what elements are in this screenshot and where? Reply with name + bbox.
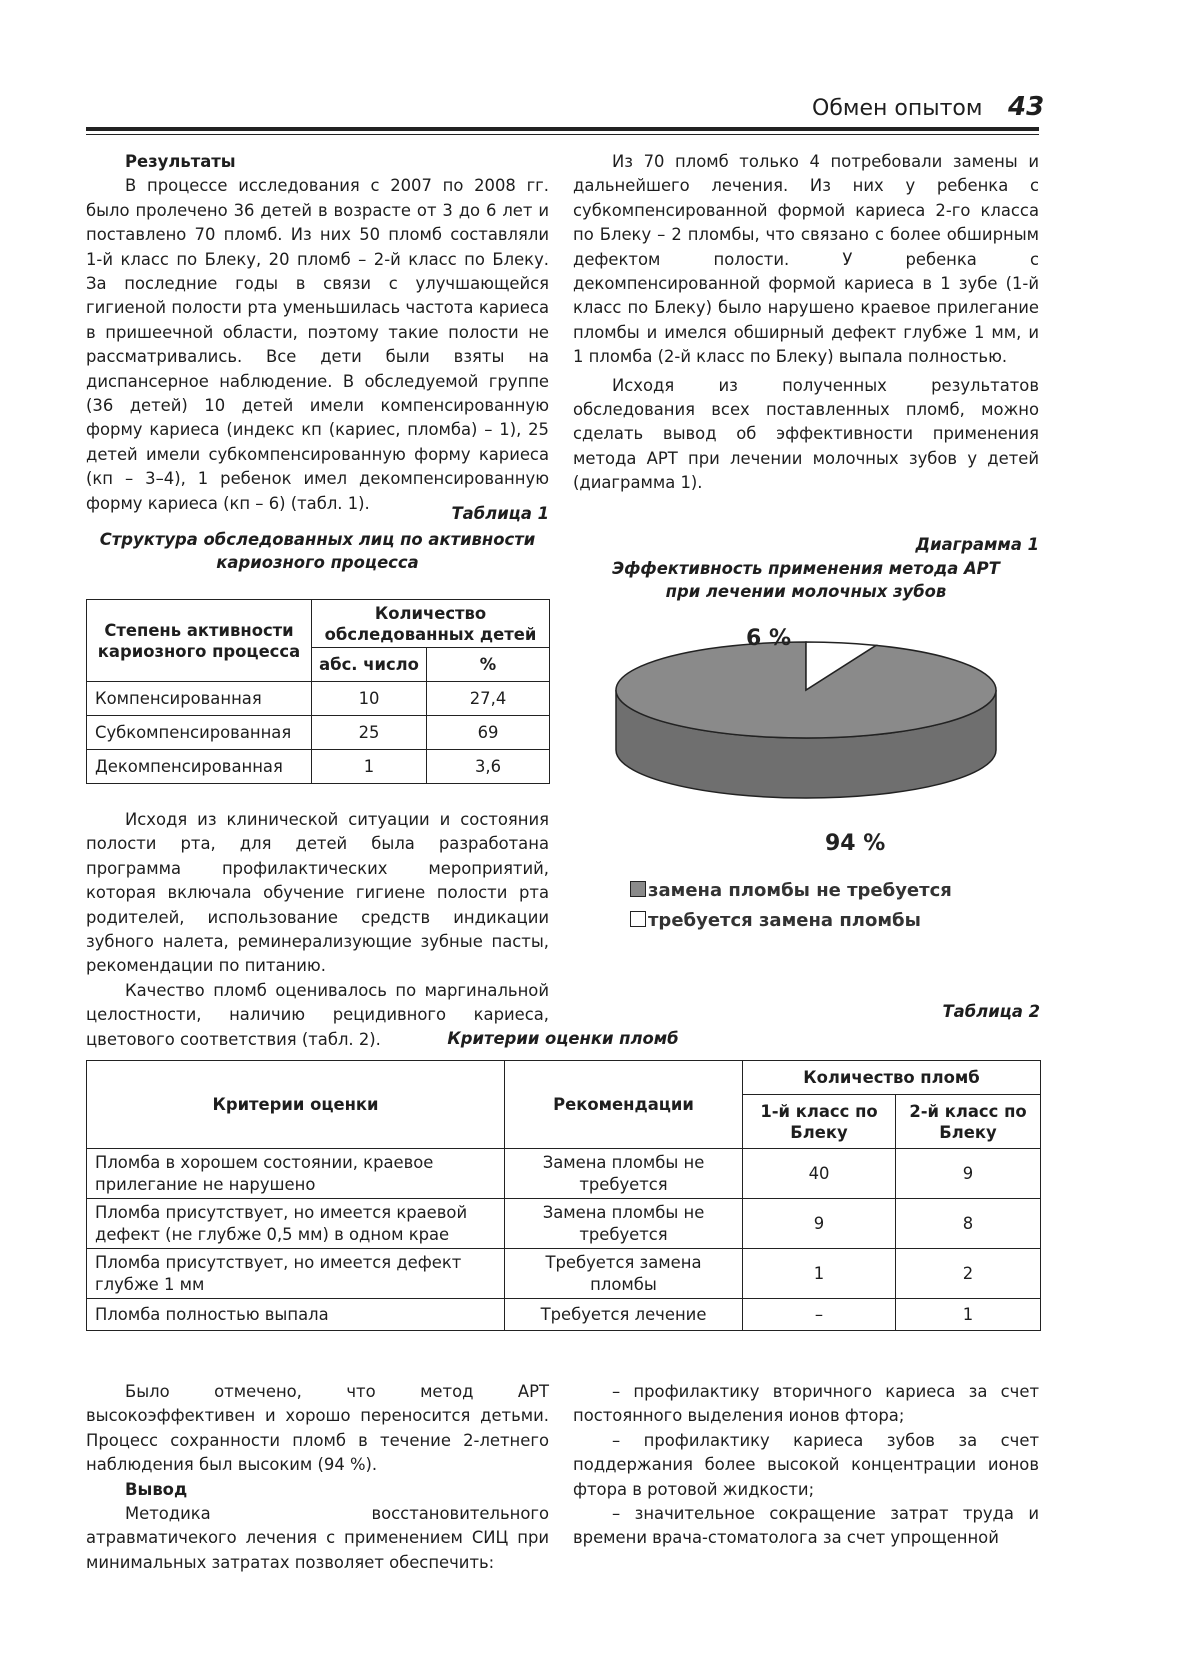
table1-cell-pct: 3,6 bbox=[427, 750, 550, 784]
left-bottom-text bbox=[86, 1380, 549, 1575]
left-mid-paragraph-2: Качество пломб оценивалось по маргинальной целостности, наличию рецидивного кариеса, цветового соответствия (табл. 2). bbox=[86, 980, 549, 1049]
legend-item-0 bbox=[630, 880, 952, 901]
table1-cell-pct: 27,4 bbox=[427, 682, 550, 716]
table-row bbox=[87, 716, 550, 750]
list-item: – профилактику вторичного кариеса за счет постоянного выделения ионов фтора; bbox=[573, 1382, 1039, 1426]
legend-swatch bbox=[630, 911, 646, 927]
table2-header-class2: 2-й класс по Блеку bbox=[896, 1095, 1041, 1149]
left-mid-paragraph-1: Исходя из клинической ситуации и состояния полости рта, для детей была разработана программа профилактических мероприятий, которая включала обучение гигиене полости рта родителей, использование средств индикации зубного налета, реминерализующие зубные пасты, рекомендации по питанию. bbox=[86, 810, 549, 976]
diagram-title-line1: Эффективность применения метода АРТ bbox=[612, 559, 1000, 578]
legend-label: замена пломбы не требуется bbox=[648, 880, 952, 901]
table2-cell-criteria: Пломба в хорошем состоянии, краевое прилегание не нарушено bbox=[87, 1149, 505, 1199]
left-bottom-paragraph-1: Было отмечено, что метод АРТ высокоэффективен и хорошо переносится детьми. Процесс сохранности пломб в течение 2-летнего наблюдения был высоким (94 %). bbox=[86, 1382, 549, 1475]
conclusion-heading: Вывод bbox=[125, 1479, 188, 1499]
right-paragraph-1: Из 70 пломб только 4 потребовали замены и дальнейшего лечения. Из них у ребенка с субкомпенсированной формой кариеса 2-го класса по Блеку – 2 пломбы, что связано с более обширным дефектом полости. У ребенка с декомпенсированной формой кариеса в 1 зубе (1-й класс по Блеку) было нарушено краевое прилегание пломбы и имелся обширный дефект глубже 1 мм, и 1 пломба (2-й класс по Блеку) выпала полностью. bbox=[573, 152, 1039, 367]
list-item: – значительное сокращение затрат труда и времени врача-стоматолога за счет упрощенной bbox=[573, 1504, 1039, 1548]
table-row bbox=[87, 1299, 1041, 1331]
table-row bbox=[87, 1199, 1041, 1249]
table2-cell-class1: 1 bbox=[743, 1249, 896, 1299]
table2-cell-criteria: Пломба присутствует, но имеется краевой дефект (не глубже 0,5 мм) в одном крае bbox=[87, 1199, 505, 1249]
table1-header-pct: % bbox=[427, 648, 550, 682]
legend-label: требуется замена пломбы bbox=[648, 910, 921, 931]
table2-title: Критерии оценки пломб bbox=[447, 1029, 679, 1048]
right-bottom-text bbox=[573, 1380, 1039, 1551]
table2-cell-class2: 2 bbox=[896, 1249, 1041, 1299]
right-paragraph-2: Исходя из полученных результатов обследования всех поставленных пломб, можно сделать вывод об эффективности применения метода АРТ при лечении молочных зубов у детей (диаграмма 1). bbox=[573, 375, 1039, 493]
table2-cell-class1: – bbox=[743, 1299, 896, 1331]
table2 bbox=[86, 1060, 1041, 1331]
right-top-text bbox=[573, 150, 1039, 496]
left-bottom-paragraph-2: Методика восстановительного атравматичекого лечения с применением СИЦ при минимальных затратах позволяет обеспечить: bbox=[86, 1504, 549, 1572]
table2-header-recommendations: Рекомендации bbox=[505, 1061, 743, 1149]
table-row bbox=[87, 1249, 1041, 1299]
table2-cell-rec: Замена пломбы не требуется bbox=[505, 1149, 743, 1199]
table2-cell-criteria: Пломба присутствует, но имеется дефект глубже 1 мм bbox=[87, 1249, 505, 1299]
table1-cell-abs: 10 bbox=[312, 682, 427, 716]
page-number: 43 bbox=[1008, 92, 1045, 122]
list-item: – профилактику кариеса зубов за счет поддержания более высокой концентрации ионов фтора в ротовой жидкости; bbox=[573, 1430, 1039, 1499]
table1-cell-name: Субкомпенсированная bbox=[87, 716, 312, 750]
table2-cell-class2: 9 bbox=[896, 1149, 1041, 1199]
table1-cell-name: Декомпенсированная bbox=[87, 750, 312, 784]
table2-label: Таблица 2 bbox=[942, 1002, 1040, 1021]
diagram-title-line2: при лечении молочных зубов bbox=[665, 582, 947, 601]
table2-cell-class1: 40 bbox=[743, 1149, 896, 1199]
table2-cell-rec: Требуется замена пломбы bbox=[505, 1249, 743, 1299]
diagram-label: Диаграмма 1 bbox=[915, 535, 1039, 554]
table1-title: Структура обследованных лиц по активности кариозного процесса bbox=[99, 530, 536, 572]
table-row bbox=[87, 750, 550, 784]
header-rule bbox=[86, 127, 1039, 131]
results-heading: Результаты bbox=[125, 152, 236, 171]
results-paragraph: В процессе исследования с 2007 по 2008 гг. было пролечено 36 детей в возрасте от 3 до 6 лет и поставлено 70 пломб. Из них 50 пломб составляли 1-й класс по Блеку, 20 пломб – 2-й класс по Блеку. За последние годы в связи с улучшающейся гигиеной полости рта уменьшилась частота кариеса в пришеечной области, поэтому такие полости не рассматривались. Все дети были взяты на диспансерное наблюдение. В обследуемой группе (36 детей) 10 детей имели компенсированную форму кариеса (индекс кп (кариес, пломба) – 1), 25 детей имели субкомпенсированную форму кариеса (кп – 3–4), 1 ребенок имел декомпенсированную форму кариеса (кп – 6) (табл. 1). bbox=[86, 176, 549, 513]
table2-cell-class2: 1 bbox=[896, 1299, 1041, 1331]
table2-header-class1: 1-й класс по Блеку bbox=[743, 1095, 896, 1149]
table2-header-count: Количество пломб bbox=[743, 1061, 1041, 1095]
table1 bbox=[86, 599, 550, 784]
table2-header-criteria: Критерии оценки bbox=[87, 1061, 505, 1149]
table1-header-abs: абс. число bbox=[312, 648, 427, 682]
table1-cell-abs: 1 bbox=[312, 750, 427, 784]
table1-label: Таблица 1 bbox=[451, 504, 549, 523]
table2-cell-class2: 8 bbox=[896, 1199, 1041, 1249]
pie-label-small: 6 % bbox=[746, 626, 792, 651]
header-rule-thin bbox=[86, 134, 1039, 135]
section-title: Обмен опытом bbox=[812, 96, 983, 121]
table1-header-degree: Степень активности кариозного процесса bbox=[87, 600, 312, 682]
legend-swatch bbox=[630, 881, 646, 897]
pie-label-large: 94 % bbox=[825, 831, 886, 856]
results-section bbox=[86, 150, 549, 516]
table2-cell-criteria: Пломба полностью выпала bbox=[87, 1299, 505, 1331]
table1-header-count: Количество обследованных детей bbox=[312, 600, 550, 648]
table2-cell-rec: Замена пломбы не требуется bbox=[505, 1199, 743, 1249]
table-row bbox=[87, 682, 550, 716]
table1-cell-abs: 25 bbox=[312, 716, 427, 750]
table2-cell-class1: 9 bbox=[743, 1199, 896, 1249]
table1-cell-pct: 69 bbox=[427, 716, 550, 750]
table1-cell-name: Компенсированная bbox=[87, 682, 312, 716]
table-row bbox=[87, 1149, 1041, 1199]
legend-item-1 bbox=[630, 910, 921, 931]
table2-cell-rec: Требуется лечение bbox=[505, 1299, 743, 1331]
